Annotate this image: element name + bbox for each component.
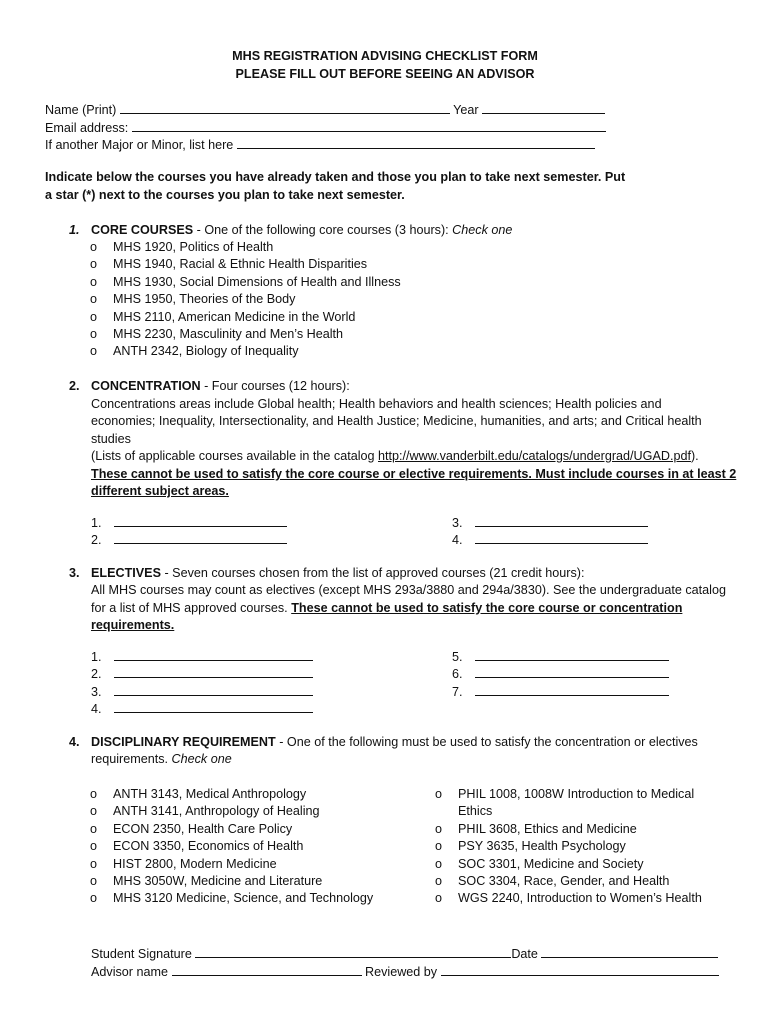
course-blank-line[interactable] bbox=[475, 513, 648, 527]
checkbox-circle-icon[interactable]: o bbox=[435, 839, 443, 854]
course-label: MHS 3050W, Medicine and Literature bbox=[113, 873, 323, 888]
disciplinary-course-item[interactable] bbox=[435, 786, 702, 803]
course-label: MHS 1940, Racial & Ethnic Health Disparities bbox=[113, 257, 368, 272]
concentration-text-line: Concentrations areas include Global health; Health behaviors and health sciences; Health policies and bbox=[91, 397, 662, 411]
concentration-text-line: economies; Inequality, Intersectionality, and Health Justice; Medicine, humanities, and arts; and Critical health bbox=[91, 414, 702, 428]
blank-number: 7. bbox=[452, 685, 463, 699]
name-label: Name (Print) bbox=[45, 103, 117, 117]
form-title: MHS REGISTRATION ADVISING CHECKLIST FORM bbox=[232, 49, 538, 63]
reviewed-by-label: Reviewed by bbox=[365, 965, 438, 979]
other-major-field-row bbox=[45, 135, 595, 154]
course-blank-line[interactable] bbox=[475, 682, 669, 696]
catalog-link[interactable]: http://www.vanderbilt.edu/catalogs/undergrad/UGAD.pdf bbox=[378, 449, 691, 463]
name-field-row bbox=[45, 100, 605, 119]
core-course-item[interactable] bbox=[90, 239, 401, 256]
instructions-line-1: Indicate below the courses you have already taken and those you plan to take next semester. Put bbox=[45, 170, 626, 184]
checkbox-circle-icon[interactable]: o bbox=[435, 821, 443, 836]
blank-number: 1. bbox=[91, 650, 102, 664]
blank-number: 2. bbox=[91, 667, 102, 681]
blank-number: 3. bbox=[452, 516, 463, 530]
course-label: MHS 1920, Politics of Health bbox=[113, 240, 274, 254]
name-input-line[interactable] bbox=[120, 100, 450, 114]
checkbox-circle-icon[interactable]: o bbox=[90, 240, 98, 254]
date-label: Date bbox=[511, 947, 538, 961]
course-blank-line[interactable] bbox=[475, 664, 669, 678]
checkbox-circle-icon[interactable]: o bbox=[90, 274, 98, 289]
year-input-line[interactable] bbox=[482, 100, 605, 114]
concentration-text-line: studies bbox=[91, 432, 131, 446]
course-blank-line[interactable] bbox=[114, 530, 287, 544]
electives-heading bbox=[69, 565, 585, 582]
student-signature-label: Student Signature bbox=[91, 947, 192, 961]
electives-blank-row bbox=[91, 699, 313, 718]
electives-text-line: All MHS courses may count as electives (except MHS 293a/3880 and 294a/3830). See the undergraduate catalog bbox=[91, 583, 726, 597]
course-label: PSY 3635, Health Psychology bbox=[458, 839, 626, 854]
section-heading: CONCENTRATION bbox=[91, 379, 201, 393]
course-blank-line[interactable] bbox=[475, 530, 648, 544]
electives-warning: These cannot be used to satisfy the core course or concentration bbox=[291, 601, 683, 615]
course-label: MHS 3120 Medicine, Science, and Technology bbox=[113, 891, 374, 906]
section-number: 3. bbox=[69, 566, 80, 580]
other-major-input-line[interactable] bbox=[237, 135, 595, 149]
disciplinary-course-item[interactable] bbox=[90, 873, 373, 890]
core-course-item[interactable] bbox=[90, 274, 401, 291]
course-label: PHIL 3608, Ethics and Medicine bbox=[458, 821, 637, 836]
concentration-warning-line: These cannot be used to satisfy the core course or elective requirements. Must include courses in at least 2 bbox=[91, 467, 737, 481]
course-blank-line[interactable] bbox=[114, 664, 313, 678]
advisor-row bbox=[91, 962, 719, 981]
checkbox-circle-icon[interactable]: o bbox=[90, 344, 98, 359]
disciplinary-course-item[interactable] bbox=[435, 873, 702, 890]
signature-row bbox=[91, 944, 718, 963]
disciplinary-course-item[interactable] bbox=[90, 786, 373, 803]
form-subtitle: PLEASE FILL OUT BEFORE SEEING AN ADVISOR bbox=[235, 67, 535, 81]
catalog-reference-line bbox=[91, 448, 699, 465]
checkbox-circle-icon[interactable]: o bbox=[435, 891, 443, 906]
checkbox-circle-icon[interactable]: o bbox=[435, 787, 443, 801]
core-courses-heading bbox=[69, 222, 513, 239]
course-blank-line[interactable] bbox=[475, 647, 669, 661]
disciplinary-course-item[interactable] bbox=[90, 890, 373, 907]
checkbox-circle-icon[interactable]: o bbox=[90, 839, 98, 854]
checkbox-circle-icon[interactable]: o bbox=[90, 821, 98, 836]
disciplinary-course-item[interactable] bbox=[435, 838, 702, 855]
disciplinary-course-item[interactable] bbox=[90, 838, 373, 855]
course-label: MHS 1950, Theories of the Body bbox=[113, 292, 296, 307]
section-heading: DISCIPLINARY REQUIREMENT bbox=[91, 735, 276, 749]
disciplinary-right-list bbox=[435, 786, 702, 908]
section-desc: - One of the following must be used to satisfy the concentration or electives bbox=[275, 735, 698, 749]
concentration-heading bbox=[69, 378, 350, 395]
disciplinary-course-item[interactable] bbox=[90, 856, 373, 873]
section-desc: - One of the following core courses (3 hours): bbox=[193, 223, 453, 237]
disciplinary-left-list bbox=[90, 786, 373, 908]
core-course-item[interactable] bbox=[90, 343, 401, 360]
disciplinary-course-item[interactable] bbox=[435, 890, 702, 907]
core-course-item[interactable] bbox=[90, 256, 401, 273]
course-label: MHS 2110, American Medicine in the World bbox=[113, 309, 356, 324]
advisor-name-label: Advisor name bbox=[91, 965, 168, 979]
other-major-label: If another Major or Minor, list here bbox=[45, 138, 234, 152]
checkbox-circle-icon[interactable]: o bbox=[90, 292, 98, 307]
disciplinary-heading bbox=[69, 734, 698, 751]
course-label-continuation bbox=[435, 803, 702, 820]
course-label: Ethics bbox=[458, 804, 493, 819]
checkbox-circle-icon[interactable]: o bbox=[90, 257, 98, 272]
blank-number: 4. bbox=[91, 702, 102, 716]
blank-number: 6. bbox=[452, 667, 463, 681]
electives-blank-row bbox=[91, 664, 313, 683]
course-label: HIST 2800, Modern Medicine bbox=[113, 856, 277, 871]
course-label: ANTH 3141, Anthropology of Healing bbox=[113, 804, 320, 819]
checkbox-circle-icon[interactable]: o bbox=[90, 326, 98, 341]
disciplinary-text-line bbox=[91, 751, 232, 768]
course-blank-line[interactable] bbox=[114, 699, 313, 713]
section-desc: - Four courses (12 hours): bbox=[200, 379, 350, 393]
section-heading: ELECTIVES bbox=[91, 566, 161, 580]
checkbox-circle-icon[interactable]: o bbox=[90, 856, 98, 871]
core-course-item[interactable] bbox=[90, 326, 401, 343]
instructions-line-2: a star (*) next to the courses you plan to take next semester. bbox=[45, 188, 405, 202]
electives-blank-row bbox=[452, 664, 669, 683]
course-blank-line[interactable] bbox=[114, 513, 287, 527]
section-number: 2. bbox=[69, 379, 80, 393]
catalog-text-end: ). bbox=[690, 449, 699, 463]
course-label: ANTH 3143, Medical Anthropology bbox=[113, 787, 307, 801]
course-label: MHS 1930, Social Dimensions of Health and Illness bbox=[113, 274, 401, 289]
year-label: Year bbox=[453, 103, 479, 117]
core-course-item[interactable] bbox=[90, 291, 401, 308]
email-label: Email address: bbox=[45, 121, 129, 135]
check-one-label: Check one bbox=[171, 752, 232, 766]
checkbox-circle-icon[interactable]: o bbox=[90, 891, 98, 906]
course-label: ECON 3350, Economics of Health bbox=[113, 839, 304, 854]
blank-number: 2. bbox=[91, 533, 102, 547]
email-input-line[interactable] bbox=[132, 118, 606, 132]
checkbox-circle-icon[interactable]: o bbox=[90, 309, 98, 324]
checkbox-circle-icon[interactable]: o bbox=[435, 873, 443, 888]
checkbox-circle-icon[interactable]: o bbox=[90, 787, 98, 801]
core-courses-list bbox=[90, 239, 401, 361]
electives-blank-row bbox=[452, 682, 669, 701]
course-label: ECON 2350, Health Care Policy bbox=[113, 821, 293, 836]
course-blank-line[interactable] bbox=[114, 682, 313, 696]
checkbox-circle-icon[interactable]: o bbox=[90, 873, 98, 888]
blank-number: 3. bbox=[91, 685, 102, 699]
catalog-text: (Lists of applicable courses available in the catalog bbox=[91, 449, 379, 463]
concentration-blank-row bbox=[452, 530, 648, 549]
section-number: 1. bbox=[69, 223, 80, 237]
concentration-blank-row bbox=[91, 530, 287, 549]
blank-number: 1. bbox=[91, 516, 102, 530]
course-blank-line[interactable] bbox=[114, 647, 313, 661]
blank-number: 5. bbox=[452, 650, 463, 664]
student-signature-line[interactable] bbox=[195, 944, 511, 958]
section-desc: - Seven courses chosen from the list of approved courses (21 credit hours): bbox=[160, 566, 585, 580]
advisor-name-line[interactable] bbox=[172, 962, 362, 976]
electives-text: for a list of MHS approved courses. bbox=[91, 601, 292, 615]
disciplinary-course-item[interactable] bbox=[90, 803, 373, 820]
check-one-label: Check one bbox=[452, 223, 513, 237]
electives-text-line bbox=[91, 600, 682, 617]
disciplinary-course-item[interactable] bbox=[435, 856, 702, 873]
disciplinary-text: requirements. bbox=[91, 752, 172, 766]
checkbox-circle-icon[interactable]: o bbox=[435, 856, 443, 871]
course-label: PHIL 1008, 1008W Introduction to Medical bbox=[458, 787, 695, 801]
course-label: MHS 2230, Masculinity and Men’s Health bbox=[113, 326, 344, 341]
date-line[interactable] bbox=[541, 944, 718, 958]
concentration-warning-line: different subject areas. bbox=[91, 484, 229, 498]
disciplinary-course-item[interactable] bbox=[435, 821, 702, 838]
electives-warning-line: requirements. bbox=[91, 618, 175, 632]
section-heading: CORE COURSES bbox=[91, 223, 194, 237]
disciplinary-course-item[interactable] bbox=[90, 821, 373, 838]
section-number: 4. bbox=[69, 735, 80, 749]
checkbox-circle-icon[interactable]: o bbox=[90, 804, 98, 819]
reviewed-by-line[interactable] bbox=[441, 962, 719, 976]
course-label: ANTH 2342, Biology of Inequality bbox=[113, 344, 299, 359]
course-label: SOC 3301, Medicine and Society bbox=[458, 856, 644, 871]
course-label: WGS 2240, Introduction to Women’s Health bbox=[458, 891, 702, 906]
blank-number: 4. bbox=[452, 533, 463, 547]
course-label: SOC 3304, Race, Gender, and Health bbox=[458, 873, 670, 888]
core-course-item[interactable] bbox=[90, 309, 401, 326]
